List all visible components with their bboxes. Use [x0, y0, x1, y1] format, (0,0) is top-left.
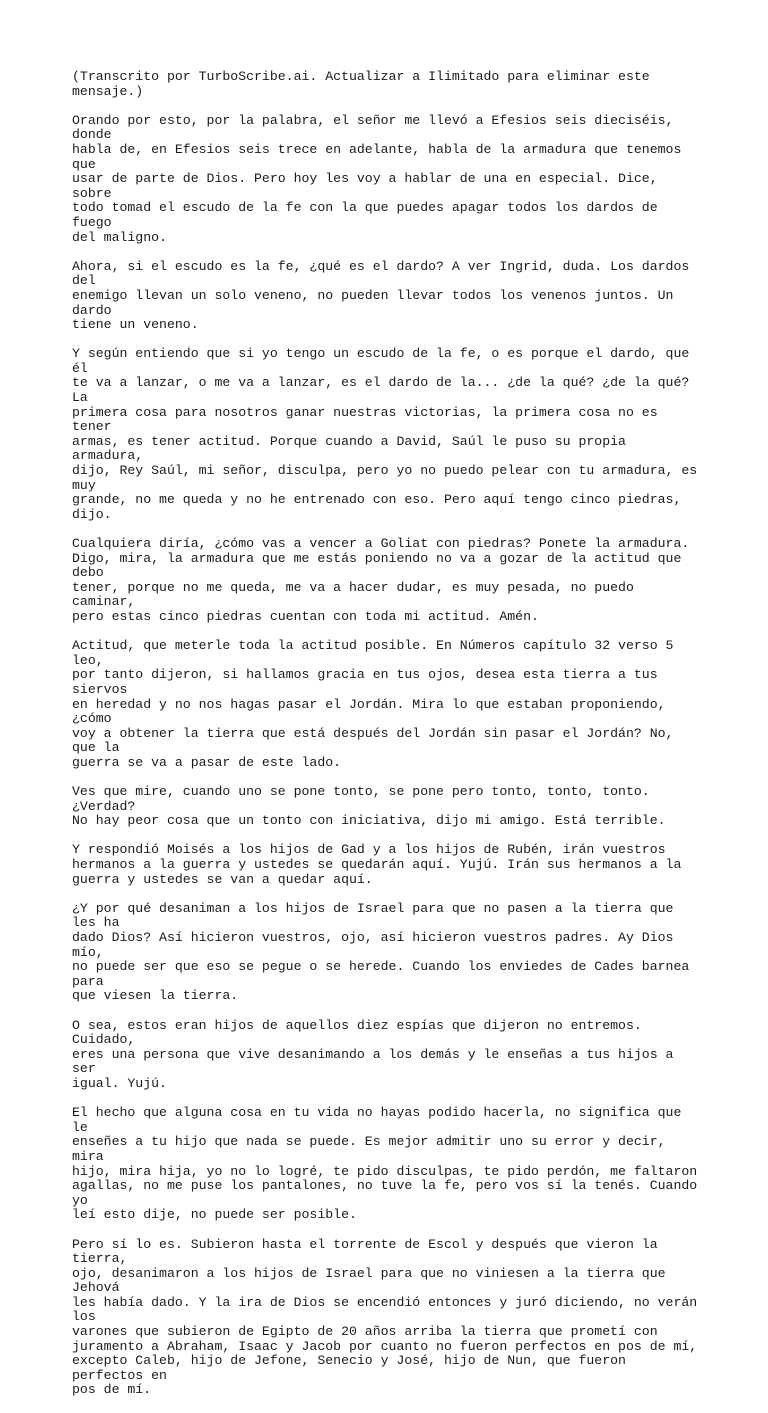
paragraph-2: Ahora, si el escudo es la fe, ¿qué es el dardo? A ver Ingrid, duda. Los dardos del enemigo llevan un solo veneno, no pueden llevar todos los venenos juntos. Un dardo tiene un veneno. — [72, 258, 690, 333]
transcription-notice: (Transcrito por TurboScribe.ai. Actualizar a Ilimitado para eliminar este mensaje.) — [72, 69, 658, 99]
paragraph-6: Ves que mire, cuando uno se pone tonto, se pone pero tonto, tonto, tonto. ¿Verdad? No hay peor cosa que un tonto con iniciativa, dijo mi amigo. Está terrible. — [72, 784, 666, 829]
document-page — [72, 70, 700, 1413]
paragraph-4: Cualquiera diría, ¿cómo vas a vencer a Goliat con piedras? Ponete la armadura. Digo, mira, la armadura que me estás poniendo no va a gozar de la actitud que debo tener, porque no me queda, me va a hacer dudar, es muy pesada, no puedo caminar, pero estas cinco piedras cuentan con toda mi actitud. Amén. — [72, 536, 690, 624]
paragraph-11: Pero sí lo es. Subieron hasta el torrente de Escol y después que vieron la tierra, ojo, desanimaron a los hijos de Israel para que no viniesen a la tierra que Jehová les había dado. Y la ira de Dios se encendió entonces y juró diciendo, no verán los varones que subieron de Egipto de 20 años arriba la tierra que prometí con juramento a Abraham, Isaac y Jacob por cuanto no fueron perfectos en pos de mí, excepto Caleb, hijo de Jefone, Senecio y José, hijo de Nun, que fueron perfectos en pos de mí. — [72, 1236, 698, 1398]
paragraph-8: ¿Y por qué desaniman a los hijos de Israel para que no pasen a la tierra que les ha dado Dios? Así hicieron vuestros, ojo, así hicieron vuestros padres. Ay Dios mío, no puede ser que eso se pegue o se herede. Cuando los enviedes de Cades barnea para que viesen la tierra. — [72, 900, 690, 1004]
paragraph-10: El hecho que alguna cosa en tu vida no hayas podido hacerla, no significa que le enseñes a tu hijo que nada se puede. Es mejor admitir uno su error y decir, mira hijo, mira hija, yo no lo logré, te pido disculpas, te pido perdón, me faltaron agallas, no me puse los pantalones, no tuve la fe, pero vos sí la tenés. Cuando yo leí esto dije, no puede ser posible. — [72, 1105, 698, 1223]
paragraph-9: O sea, estos eran hijos de aquellos diez espías que dijeron no entremos. Cuidado, eres una persona que vive desanimando a los demás y le enseñas a tus hijos a ser igual. Yujú. — [72, 1017, 674, 1091]
paragraph-3: Y según entiendo que si yo tengo un escudo de la fe, o es porque el dardo, que él te va a lanzar, o me va a lanzar, es el dardo de la... ¿de la qué? ¿de la qué? La primera cosa para nosotros ganar nuestras victorias, la primera cosa no es tener armas, es tener actitud. Porque cuando a David, Saúl le puso su propia armadura, dijo, Rey Saúl, mi señor, disculpa, pero yo no puedo pelear con tu armadura, es muy grande, no me queda y no he entrenado con eso. Pero aquí tengo cinco piedras, dijo. — [72, 346, 698, 522]
paragraph-1: Orando por esto, por la palabra, el señor me llevó a Efesios seis dieciséis, donde habla de, en Efesios seis trece en adelante, habla de la armadura que tenemos que usar de parte de Dios. Pero hoy les voy a hablar de una en especial. Dice, sobre todo tomad el escudo de la fe con la que puedes apagar todos los dardos de fuego del maligno. — [72, 112, 682, 245]
paragraph-5: Actitud, que meterle toda la actitud posible. En Números capítulo 32 verso 5 leo, por tanto dijeron, si hallamos gracia en tus ojos, desea esta tierra a tus siervos en heredad y no nos hagas pasar el Jordán. Mira lo que estaban proponiendo, ¿cómo voy a obtener la tierra que está después del Jordán sin pasar el Jordán? No, que la guerra se va a pasar de este lado. — [72, 638, 674, 770]
paragraph-7: Y respondió Moisés a los hijos de Gad y a los hijos de Rubén, irán vuestros hermanos a la guerra y ustedes se quedarán aquí. Yujú. Irán sus hermanos a la guerra y ustedes se van a quedar aquí. — [72, 842, 682, 887]
